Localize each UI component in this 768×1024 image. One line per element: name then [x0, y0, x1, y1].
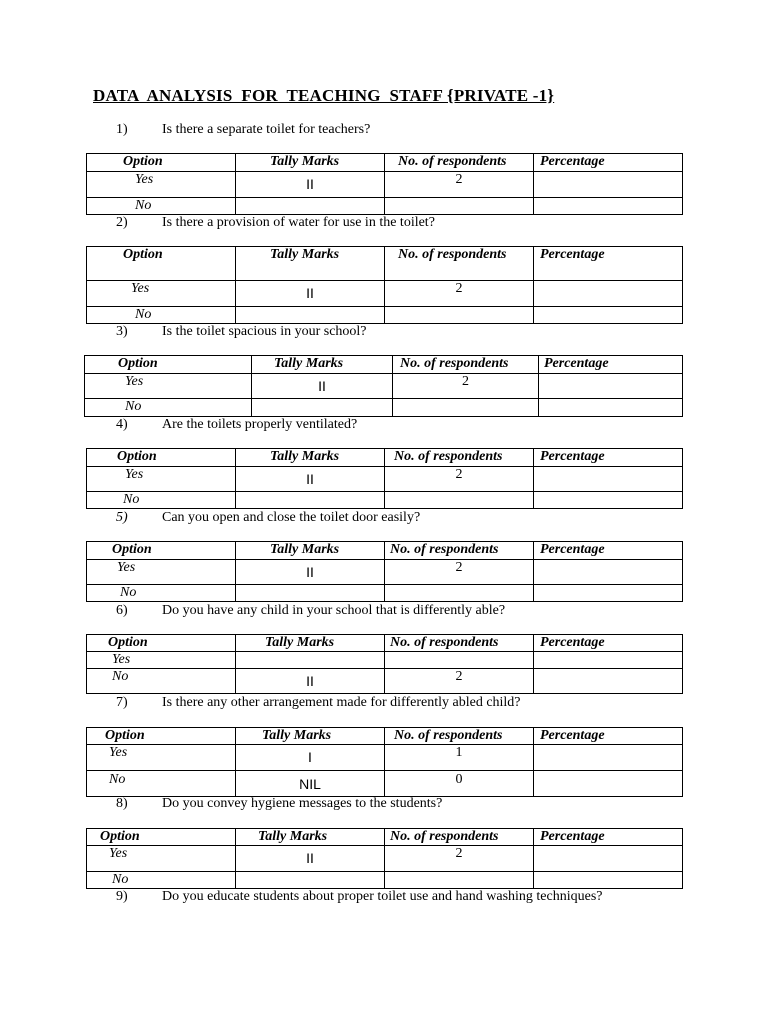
table-cell — [236, 281, 385, 307]
table-cell — [87, 872, 236, 889]
table-cell — [87, 449, 236, 467]
cell-text: No — [112, 872, 129, 887]
cell-text: Percentage — [540, 449, 605, 464]
table-cell — [385, 492, 534, 509]
question-text: Is there a separate toilet for teachers? — [162, 122, 371, 137]
table-cell — [385, 467, 534, 492]
cell-text: II — [306, 673, 314, 689]
cell-text: No. of respondents — [390, 542, 499, 557]
table-cell — [85, 356, 252, 374]
cell-text: Tally Marks — [274, 356, 344, 371]
table-cell — [534, 745, 683, 771]
table-row — [87, 872, 683, 889]
cell-text: 2 — [462, 374, 469, 389]
table-header-row — [87, 829, 683, 846]
cell-text: Option — [100, 829, 140, 844]
cell-text: 2 — [455, 281, 463, 296]
cell-text: Yes — [112, 652, 131, 667]
cell-text: II — [318, 378, 326, 394]
table-row — [87, 652, 683, 669]
table-q7 — [86, 727, 683, 797]
question-3 — [116, 324, 367, 340]
cell-text: 2 — [455, 560, 463, 575]
cell-text: Option — [118, 356, 158, 371]
table-cell — [252, 356, 393, 374]
cell-text: NIL — [299, 776, 321, 792]
table-cell — [87, 492, 236, 509]
table-cell — [534, 635, 683, 652]
question-1 — [116, 122, 370, 138]
question-text: Is there any other arrangement made for differently abled child? — [162, 695, 521, 710]
table-cell — [534, 492, 683, 509]
table-cell — [534, 198, 683, 215]
table-cell — [236, 307, 385, 324]
cell-text: No. of respondents — [394, 449, 503, 464]
table-header-row — [87, 247, 683, 281]
question-text: Is the toilet spacious in your school? — [162, 324, 367, 339]
cell-text: 2 — [455, 846, 463, 861]
question-number: 3) — [116, 324, 128, 339]
table-row — [87, 198, 683, 215]
table-cell — [236, 198, 385, 215]
table-cell — [534, 247, 683, 281]
cell-text: Option — [108, 635, 148, 650]
cell-text: No. of respondents — [398, 247, 507, 262]
cell-text: Yes — [125, 374, 144, 389]
question-text: Do you have any child in your school that is differently able? — [162, 603, 506, 618]
table-row — [87, 846, 683, 872]
table-header-row — [85, 356, 683, 374]
cell-text: No. of respondents — [394, 728, 503, 743]
table-cell — [534, 669, 683, 694]
cell-text: Option — [123, 154, 163, 169]
table-header-row — [87, 728, 683, 745]
question-number: 1) — [116, 122, 128, 137]
table-cell — [385, 771, 534, 797]
table-row — [87, 492, 683, 509]
cell-text: Yes — [109, 745, 128, 760]
cell-text: Tally Marks — [265, 635, 335, 650]
table-cell — [87, 635, 236, 652]
cell-text: Option — [123, 247, 163, 262]
table-row — [85, 399, 683, 417]
table-q5 — [86, 541, 683, 602]
question-2 — [116, 215, 435, 231]
table-header-row — [87, 635, 683, 652]
cell-text: No. of respondents — [390, 829, 499, 844]
table-cell — [87, 560, 236, 585]
table-q2 — [86, 246, 683, 324]
table-row — [87, 560, 683, 585]
table-cell — [385, 728, 534, 745]
question-8 — [116, 796, 442, 812]
cell-text: Yes — [117, 560, 136, 575]
cell-text: Percentage — [540, 247, 605, 262]
question-number: 2) — [116, 215, 128, 230]
page-title: DATA ANALYSIS FOR TEACHING STAFF {PRIVATE -1} — [93, 86, 555, 105]
table-cell — [385, 560, 534, 585]
table-cell — [385, 449, 534, 467]
cell-text: No — [135, 198, 152, 213]
cell-text: II — [306, 564, 314, 580]
table-cell — [534, 307, 683, 324]
cell-text: Tally Marks — [270, 449, 340, 464]
table-cell — [385, 829, 534, 846]
cell-text: Tally Marks — [258, 829, 328, 844]
question-number: 9) — [116, 889, 128, 904]
table-header-row — [87, 154, 683, 172]
question-text: Can you open and close the toilet door easily? — [162, 510, 421, 525]
table-header-row — [87, 542, 683, 560]
table-cell — [236, 542, 385, 560]
table-row — [87, 467, 683, 492]
table-row — [87, 585, 683, 602]
cell-text: II — [306, 471, 314, 487]
cell-text: No — [109, 772, 126, 787]
table-cell — [534, 829, 683, 846]
table-cell — [393, 374, 539, 399]
cell-text: Tally Marks — [270, 154, 340, 169]
cell-text: No — [135, 307, 152, 322]
table-row — [87, 771, 683, 797]
table-cell — [385, 542, 534, 560]
question-6 — [116, 603, 505, 619]
cell-text: Option — [117, 449, 157, 464]
table-cell — [534, 542, 683, 560]
table-cell — [87, 585, 236, 602]
table-cell — [385, 172, 534, 198]
table-cell — [236, 635, 385, 652]
table-cell — [87, 542, 236, 560]
cell-text: Yes — [125, 467, 144, 482]
table-cell — [85, 399, 252, 417]
table-row — [87, 172, 683, 198]
cell-text: No. of respondents — [400, 356, 509, 371]
table-row — [87, 281, 683, 307]
table-cell — [236, 829, 385, 846]
table-header-row — [87, 449, 683, 467]
cell-text: Percentage — [540, 542, 605, 557]
table-cell — [385, 635, 534, 652]
question-text: Is there a provision of water for use in the toilet? — [162, 215, 435, 230]
cell-text: 0 — [455, 772, 463, 787]
cell-text: Tally Marks — [270, 247, 340, 262]
table-cell — [534, 172, 683, 198]
cell-text: 1 — [455, 745, 463, 760]
cell-text: Percentage — [540, 635, 605, 650]
cell-text: Yes — [131, 281, 150, 296]
header-percentage — [534, 154, 683, 172]
table-cell — [236, 467, 385, 492]
table-cell — [385, 247, 534, 281]
table-cell — [385, 281, 534, 307]
cell-text: Percentage — [540, 728, 605, 743]
table-cell — [534, 560, 683, 585]
cell-text: No. of respondents — [390, 635, 499, 650]
question-number: 7) — [116, 695, 128, 710]
table-cell — [236, 492, 385, 509]
table-cell — [385, 652, 534, 669]
question-7 — [116, 695, 521, 711]
table-cell — [236, 771, 385, 797]
cell-text: No — [123, 492, 140, 507]
table-q1 — [86, 153, 683, 215]
cell-text: Tally Marks — [270, 542, 340, 557]
cell-text: Percentage — [540, 154, 605, 169]
table-cell — [87, 281, 236, 307]
question-number: 8) — [116, 796, 128, 811]
cell-text: 2 — [455, 172, 463, 187]
table-cell — [236, 560, 385, 585]
table-cell — [534, 652, 683, 669]
table-cell — [393, 356, 539, 374]
table-cell — [385, 585, 534, 602]
table-row — [85, 374, 683, 399]
cell-text: No — [125, 399, 142, 414]
table-cell — [236, 669, 385, 694]
header-option — [87, 154, 236, 172]
cell-text: No — [120, 585, 137, 600]
header-tally — [236, 154, 385, 172]
table-q6 — [86, 634, 683, 694]
header-respondents — [385, 154, 534, 172]
cell-text: Yes — [135, 172, 154, 187]
table-cell — [539, 399, 683, 417]
table-cell — [87, 846, 236, 872]
cell-text: No — [112, 669, 129, 684]
table-cell — [87, 467, 236, 492]
question-number: 6) — [116, 603, 128, 618]
table-cell — [236, 728, 385, 745]
question-text: Do you educate students about proper toilet use and hand washing techniques? — [162, 889, 603, 904]
question-number: 5) — [116, 510, 128, 525]
table-cell — [236, 172, 385, 198]
table-cell — [236, 449, 385, 467]
question-4 — [116, 417, 357, 433]
table-cell — [385, 669, 534, 694]
table-row — [87, 307, 683, 324]
table-cell — [87, 307, 236, 324]
table-cell — [236, 652, 385, 669]
table-cell — [252, 374, 393, 399]
cell-text: II — [306, 850, 314, 866]
cell-text: Tally Marks — [262, 728, 332, 743]
table-cell — [393, 399, 539, 417]
table-cell — [87, 652, 236, 669]
question-text: Are the toilets properly ventilated? — [162, 417, 358, 432]
cell-text: I — [308, 749, 312, 765]
question-text: Do you convey hygiene messages to the students? — [162, 796, 443, 811]
table-q4 — [86, 448, 683, 509]
table-cell — [87, 247, 236, 281]
cell-text: Option — [105, 728, 145, 743]
cell-text: II — [306, 285, 314, 301]
table-cell — [87, 829, 236, 846]
table-cell — [539, 374, 683, 399]
table-row — [87, 745, 683, 771]
cell-text: 2 — [455, 669, 463, 684]
table-cell — [385, 745, 534, 771]
table-cell — [385, 198, 534, 215]
table-cell — [87, 198, 236, 215]
table-cell — [534, 771, 683, 797]
table-cell — [534, 467, 683, 492]
table-cell — [87, 728, 236, 745]
table-cell — [236, 585, 385, 602]
table-cell — [534, 449, 683, 467]
table-row — [87, 669, 683, 694]
cell-text: Option — [112, 542, 152, 557]
table-cell — [87, 771, 236, 797]
table-cell — [236, 247, 385, 281]
question-number: 4) — [116, 417, 128, 432]
cell-text: Percentage — [540, 829, 605, 844]
table-cell — [236, 872, 385, 889]
table-cell — [534, 585, 683, 602]
table-q8 — [86, 828, 683, 889]
table-q3 — [84, 355, 683, 417]
cell-text: Yes — [109, 846, 128, 861]
table-cell — [385, 846, 534, 872]
table-cell — [87, 172, 236, 198]
table-cell — [87, 669, 236, 694]
cell-text: 2 — [455, 467, 463, 482]
cell-text: No. of respondents — [398, 154, 507, 169]
table-cell — [85, 374, 252, 399]
table-cell — [252, 399, 393, 417]
table-cell — [534, 846, 683, 872]
table-cell — [385, 872, 534, 889]
table-cell — [236, 846, 385, 872]
question-5 — [116, 510, 420, 526]
cell-text: Percentage — [544, 356, 609, 371]
table-cell — [534, 728, 683, 745]
table-cell — [539, 356, 683, 374]
table-cell — [534, 281, 683, 307]
table-cell — [385, 307, 534, 324]
question-9 — [116, 889, 603, 905]
cell-text: II — [306, 176, 314, 192]
table-cell — [236, 745, 385, 771]
table-cell — [534, 872, 683, 889]
table-cell — [87, 745, 236, 771]
